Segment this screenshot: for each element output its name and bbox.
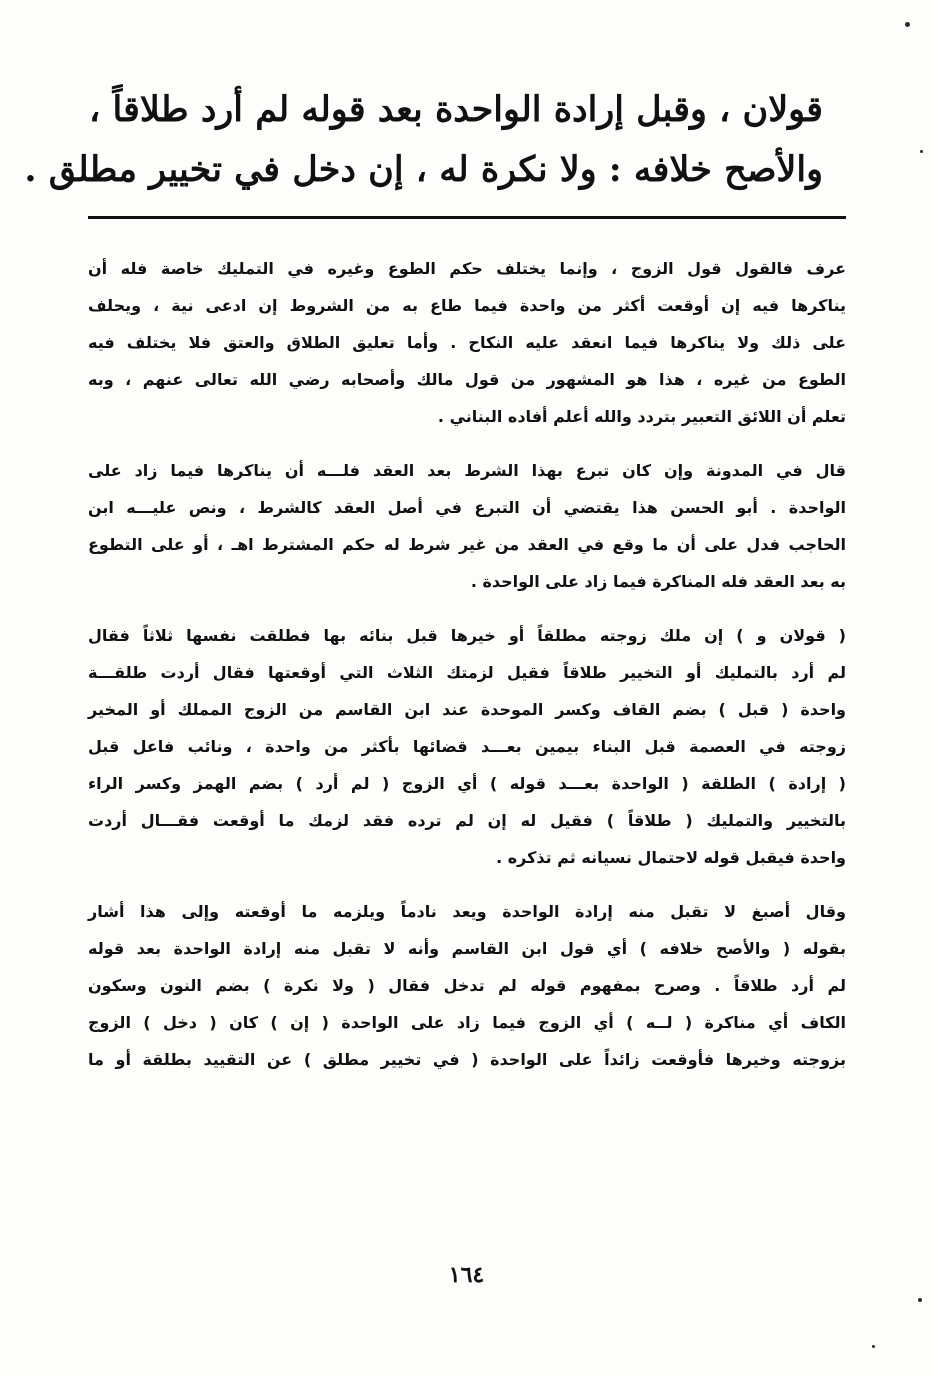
- matn-text: [24, 80, 823, 200]
- text-line: بالتخيير والتمليك ( طلاقاً ) فقيل له إن لم ترده فقد لزمك ما أوقعت فقـــال أردت: [88, 811, 846, 830]
- text-line: وقال أصبغ لا تقبل منه إرادة الواحدة ويعد نادماً ويلزمه ما أوقعته وإلى هذا أشار: [88, 902, 846, 921]
- matn-line-1: قولان ، وقبل إرادة الواحدة بعد قوله لم أرد طلاقاً ،: [89, 89, 823, 130]
- text-line: تعلم أن اللائق التعبير بتردد والله أعلم أفاده البناني .: [437, 407, 846, 426]
- text-line: الواحدة . أبو الحسن هذا يقتضي أن التبرع في أصل العقد كالشرط ، ونص عليـــه ابن: [88, 498, 846, 517]
- matn-line-2: والأصح خلافه : ولا نكرة له ، إن دخل في تخيير مطلق .: [24, 149, 823, 190]
- commentary-paragraph-3: [88, 617, 846, 876]
- commentary-paragraph-4: [88, 893, 846, 1078]
- text-line: لم أرد بالتمليك أو التخيير طلاقاً فقيل لزمتك الثلاث التي أوقعتها فقال أردت طلقـــة: [88, 663, 846, 682]
- text-line: به بعد العقد فله المناكرة فيما زاد على الواحدة .: [470, 572, 846, 591]
- text-line: لم أرد طلاقاً . وصرح بمفهوم قوله لم تدخل فقال ( ولا نكرة ) بضم النون وسكون: [88, 976, 846, 995]
- text-line: بقوله ( والأصح خلافه ) أي قول ابن القاسم وأنه لا تقبل منه إرادة الواحدة بعد قوله: [88, 939, 846, 958]
- text-line: واحدة ( قبل ) بضم القاف وكسر الموحدة عند ابن القاسم من الزوج المملك أو المخير: [88, 700, 846, 719]
- text-line: ( إرادة ) الطلقة ( الواحدة بعـــد قوله ) أي الزوج ( لم أرد ) بضم الهمز وكسر الراء: [88, 774, 846, 793]
- scan-speck: [918, 1298, 922, 1302]
- scan-speck: [905, 22, 910, 27]
- commentary-paragraph-1: [88, 250, 846, 435]
- matn-divider: [88, 216, 846, 219]
- text-line: يناكرها فيه إن أوقعت أكثر من واحدة فيما طاع به من الشروط إن ادعى نية ، ويحلف: [88, 296, 846, 315]
- commentary-text: [88, 250, 846, 1095]
- text-line: الحاجب فدل على أن ما وقع في العقد من غير شرط له حكم المشترط اهـ ، أو على التطوع: [88, 535, 846, 554]
- page-number: ١٦٤: [448, 1262, 485, 1288]
- text-line: الطوع من غيره ، هذا هو المشهور من قول مالك وأصحابه رضي الله تعالى عنهم ، وبه: [88, 370, 846, 389]
- commentary-paragraph-2: [88, 452, 846, 600]
- text-line: عرف فالقول قول الزوج ، وإنما يختلف حكم الطوع وغيره في التمليك خاصة فله أن: [88, 259, 846, 278]
- text-line: قال في المدونة وإن كان تبرع بهذا الشرط بعد العقد فلـــه أن يناكرها فيما زاد على: [88, 461, 846, 480]
- text-line: زوجته في العصمة قبل البناء بيمين بعـــد قضائها بأكثر من واحدة ، ونائب فاعل قبل: [88, 737, 846, 756]
- scan-speck: [872, 1345, 875, 1348]
- scan-speck: [920, 150, 923, 153]
- text-line: واحدة فيقبل قوله لاحتمال نسيانه ثم تذكره .: [496, 848, 846, 867]
- text-line: على ذلك ولا يناكرها فيما انعقد عليه النكاح . وأما تعليق الطلاق والعتق فلا يختلف فيه: [88, 333, 846, 352]
- text-line: ( قولان و ) إن ملك زوجته مطلقاً أو خيرها قبل بنائه بها فطلقت نفسها ثلاثاً فقال: [88, 626, 846, 645]
- text-line: الكاف أي مناكرة ( لــه ) أي الزوج فيما زاد على الواحدة ( إن ) كان ( دخل ) الزوج: [88, 1013, 846, 1032]
- text-line: بزوجته وخيرها فأوقعت زائداً على الواحدة ( في تخيير مطلق ) عن التقييد بطلقة أو ما: [88, 1050, 846, 1069]
